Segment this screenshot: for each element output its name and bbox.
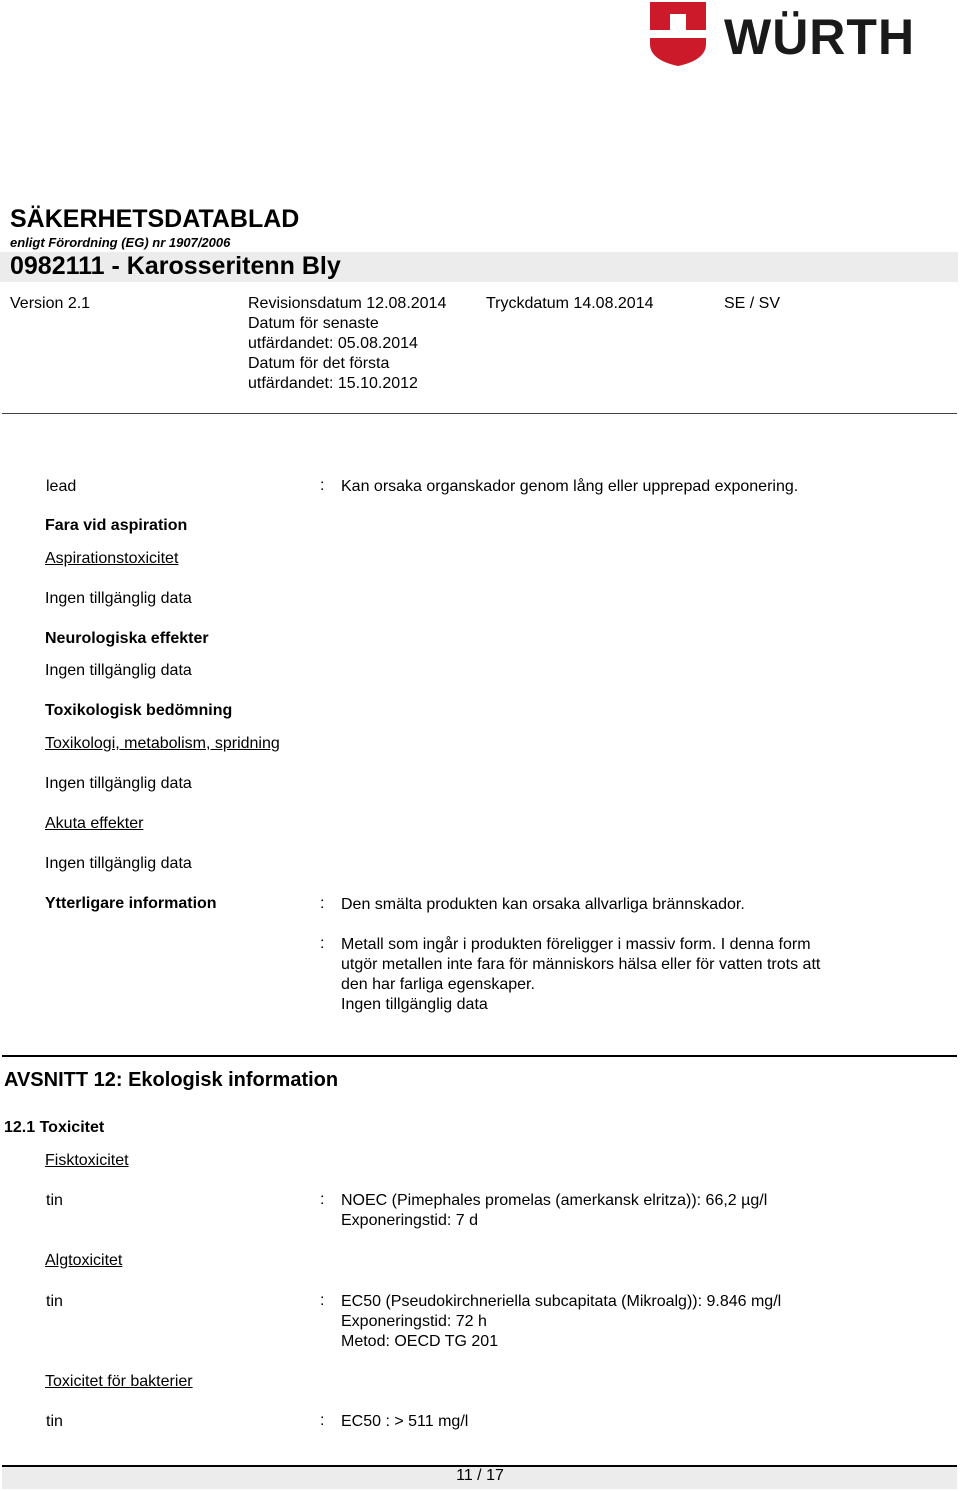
aspiration-subheading: Aspirationstoxicitet	[45, 550, 179, 567]
neuro-value: Ingen tillgänglig data	[45, 662, 192, 679]
wurth-logo-icon	[648, 0, 958, 70]
colon-separator: :	[320, 895, 325, 912]
colon-separator: :	[320, 477, 325, 494]
fish-line2: Exponeringstid: 7 d	[341, 1212, 478, 1229]
tox-heading: Toxikologisk bedömning	[45, 702, 233, 719]
section-12-1-title: 12.1 Toxicitet	[4, 1119, 105, 1136]
bacteria-line1: EC50 : > 511 mg/l	[341, 1413, 469, 1430]
fish-heading: Fisktoxicitet	[45, 1152, 129, 1169]
further-value-2-line2: utgör metallen inte fara för människors hälsa eller för vatten trots att	[341, 956, 821, 973]
further-value-2-line3: den har farliga egenskaper.	[341, 976, 535, 993]
bacteria-label: tin	[46, 1413, 63, 1430]
tox-value: Ingen tillgänglig data	[45, 775, 192, 792]
version-label: Version 2.1	[10, 295, 91, 312]
further-value-2	[341, 935, 941, 1015]
logo-wordmark: WÜRTH	[724, 9, 916, 65]
doc-subtitle: enligt Förordning (EG) nr 1907/2006	[10, 235, 231, 250]
last-issue-line1: Datum för senaste	[248, 315, 379, 332]
aspiration-heading: Fara vid aspiration	[45, 517, 188, 534]
fish-label: tin	[46, 1192, 63, 1209]
neuro-heading: Neurologiska effekter	[45, 630, 209, 647]
fish-line1: NOEC (Pimephales promelas (amerkansk elritza)): 66,2 µg/l	[341, 1192, 768, 1209]
bacteria-heading: Toxicitet för bakterier	[45, 1373, 193, 1390]
further-value-2-line4: Ingen tillgänglig data	[341, 996, 488, 1013]
section-12-title: AVSNITT 12: Ekologisk information	[4, 1069, 339, 1091]
first-issue-line1: Datum för det första	[248, 355, 390, 372]
revision-date: Revisionsdatum 12.08.2014	[248, 295, 447, 312]
locale-label: SE / SV	[724, 295, 781, 312]
algae-line1: EC50 (Pseudokirchneriella subcapitata (Mikroalg)): 9.846 mg/l	[341, 1293, 782, 1310]
acute-subheading: Akuta effekter	[45, 815, 144, 832]
print-date: Tryckdatum 14.08.2014	[486, 295, 654, 312]
algae-value	[341, 1292, 941, 1352]
header-divider	[2, 413, 957, 414]
algae-label: tin	[46, 1293, 63, 1310]
product-title: 0982111 - Karosseritenn Bly	[10, 252, 341, 280]
lead-label: lead	[46, 478, 77, 495]
tox-subheading: Toxikologi, metabolism, spridning	[45, 735, 280, 752]
further-value-2-line1: Metall som ingår i produkten föreligger i massiv form. I denna form	[341, 936, 811, 953]
algae-heading: Algtoxicitet	[45, 1252, 123, 1269]
colon-separator: :	[320, 1292, 325, 1309]
algae-line2: Exponeringstid: 72 h	[341, 1313, 487, 1330]
fish-value	[341, 1191, 941, 1231]
colon-separator: :	[320, 1191, 325, 1208]
section-divider	[2, 1055, 957, 1057]
further-value-1: Den smälta produkten kan orsaka allvarliga brännskador.	[341, 896, 745, 913]
colon-separator: :	[320, 1412, 325, 1429]
acute-value: Ingen tillgänglig data	[45, 855, 192, 872]
first-issue-line2: utfärdandet: 15.10.2012	[248, 375, 418, 392]
page-number: 11 / 17	[456, 1467, 504, 1484]
last-issue-line2: utfärdandet: 05.08.2014	[248, 335, 418, 352]
further-heading: Ytterligare information	[45, 895, 217, 912]
algae-line3: Metod: OECD TG 201	[341, 1333, 499, 1350]
aspiration-value: Ingen tillgänglig data	[45, 590, 192, 607]
lead-value: Kan orsaka organskador genom lång eller upprepad exponering.	[341, 478, 799, 495]
colon-separator: :	[320, 935, 325, 952]
doc-title: SÄKERHETSDATABLAD	[10, 205, 300, 233]
